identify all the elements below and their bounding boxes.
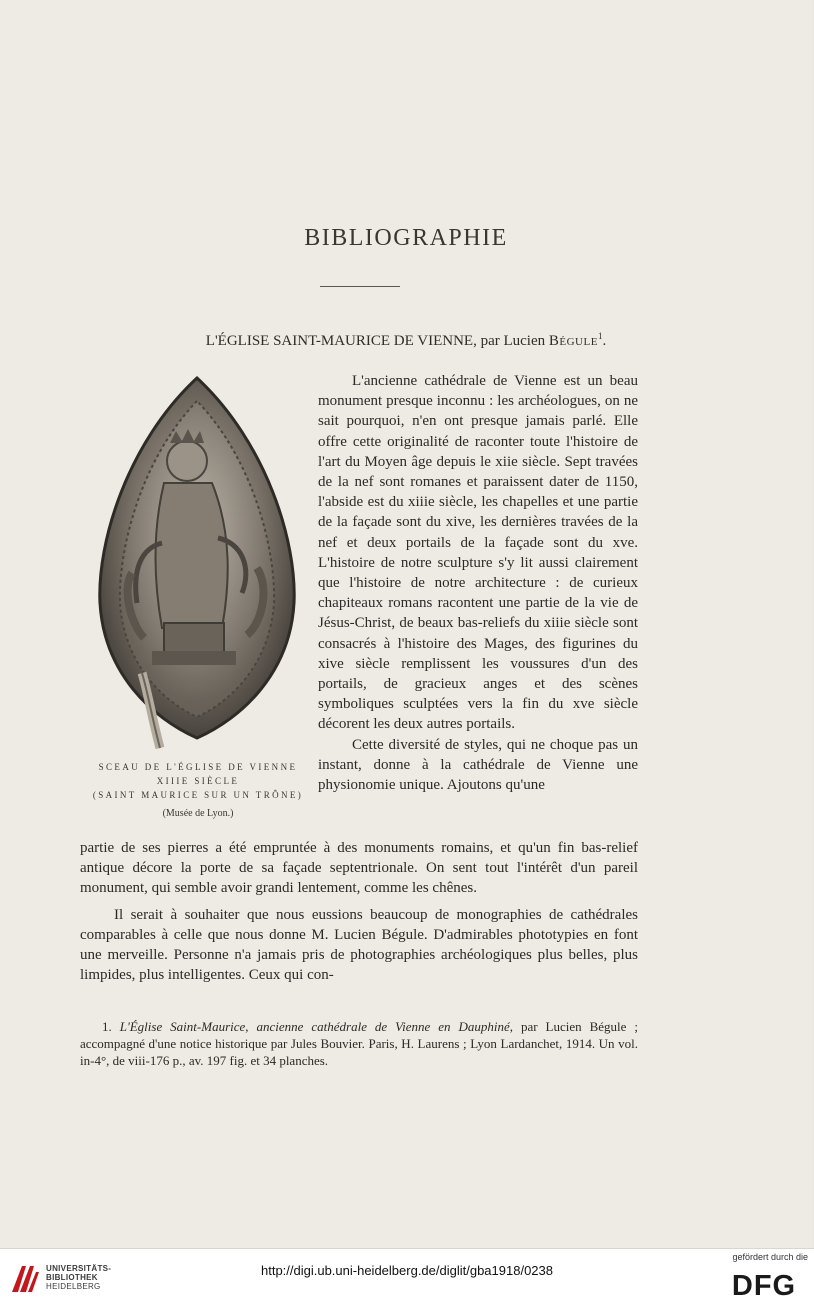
paragraph-2-end: partie de ses pierres a été empruntée à des monuments romains, et qu'un fin bas-relief antique décore la porte de sa façade septentrionale. On sent tout l'intérêt d'un pareil monument, qui semble avoir grandi lentement, comme les chênes.	[80, 840, 638, 897]
heading-footnote-ref: 1	[597, 331, 603, 341]
page-title: BIBLIOGRAPHIE	[304, 225, 508, 251]
footnote-title: L'Église Saint-Maurice, ancienne cathédrale de Vienne en Dauphiné,	[119, 1019, 514, 1034]
permalink-url[interactable]: http://digi.ub.uni-heidelberg.de/diglit/gba1918/0238	[260, 1263, 553, 1278]
dfg-logo-text: DFG	[731, 1270, 797, 1300]
library-name-line-1: UNIVERSITÄTS-	[46, 1264, 112, 1273]
figure-caption	[90, 760, 306, 826]
article-heading: L'ÉGLISE SAINT-MAURICE DE VIENNE, par Lucien Bégule$^1$.	[205, 331, 607, 349]
title-rule	[320, 286, 400, 287]
caption-line-2: XIIIE SIÈCLE	[156, 776, 240, 786]
paragraph-2-start: Cette diversité de styles, qui ne choque pas un instant, donne à la cathédrale de Vienne une physionomie unique. Ajoutons qu'une	[318, 736, 638, 794]
paragraph-1: L'ancienne cathédrale de Vienne est un beau monument presque inconnu : les archéologues, on ne sait pourquoi, n'en ont presque jamais parlé. Elle offre cette originalité de raconter toute l'histoire de l'art du Moyen âge depuis le xiie siècle. Sept travées de la nef sont romanes et paraissent dater de 1150, l'abside est du xiiie siècle, les chapelles et une partie de la façade sont du xive, les dernières travées de la nef et deux portails de la façade sont du xve. L'histoire de notre sculpture s'y lit aussi clairement que l'histoire de notre architecture : de curieux chapiteaux romans racontent une partie de la vie de Jésus-Christ, de beaux bas-reliefs du xiiie siècle sont consacrés à l'histoire des Mages, des figurines du xive siècle remplissent les voussures d'un des portails, de gracieux anges et des scènes symboliques sculptées vers la fin du xve siècle décorent les deux autres portails.	[318, 373, 638, 733]
library-name-line-3: HEIDELBERG	[46, 1282, 101, 1291]
footnote-number: 1.	[102, 1019, 112, 1034]
caption-line-1: SCEAU DE L'ÉGLISE DE VIENNE	[98, 762, 298, 772]
dfg-logo-icon[interactable]	[722, 1268, 806, 1300]
caption-line-3: (SAINT MAURICE SUR UN TRÔNE)	[92, 790, 304, 800]
paragraph-3: Il serait à souhaiter que nous eussions beaucoup de monographies de cathédrales comparables à celle que nous donne M. Lucien Bégule. D'admirables phototypies en font une merveille. Personne n'a jamais pris de photographies archéologiques plus belles, plus limpides, plus intelligentes. Ceux qui con-	[80, 906, 638, 984]
footnote-text: par Lucien Bégule ; accompagné d'une notice historique par Jules Bouvier. Paris, H. Laurens ; Lyon Lardanchet, 1914. Un vol. in-4°, de viii-176 p., av. 197 fig. et 34 planches.	[80, 1019, 638, 1068]
library-name-line-2: BIBLIOTHEK	[46, 1273, 98, 1282]
caption-museum: (Musée de Lyon.)	[162, 808, 234, 819]
seal-image	[92, 373, 302, 753]
heading-main: L'ÉGLISE SAINT-MAURICE DE VIENNE, par Lucien	[205, 333, 549, 349]
footnote	[80, 1018, 638, 1069]
sponsor-label: gefördert durch die	[732, 1252, 808, 1262]
text-full-width	[80, 838, 638, 985]
text-column	[318, 371, 638, 795]
heading-author: Bégule	[548, 333, 598, 349]
